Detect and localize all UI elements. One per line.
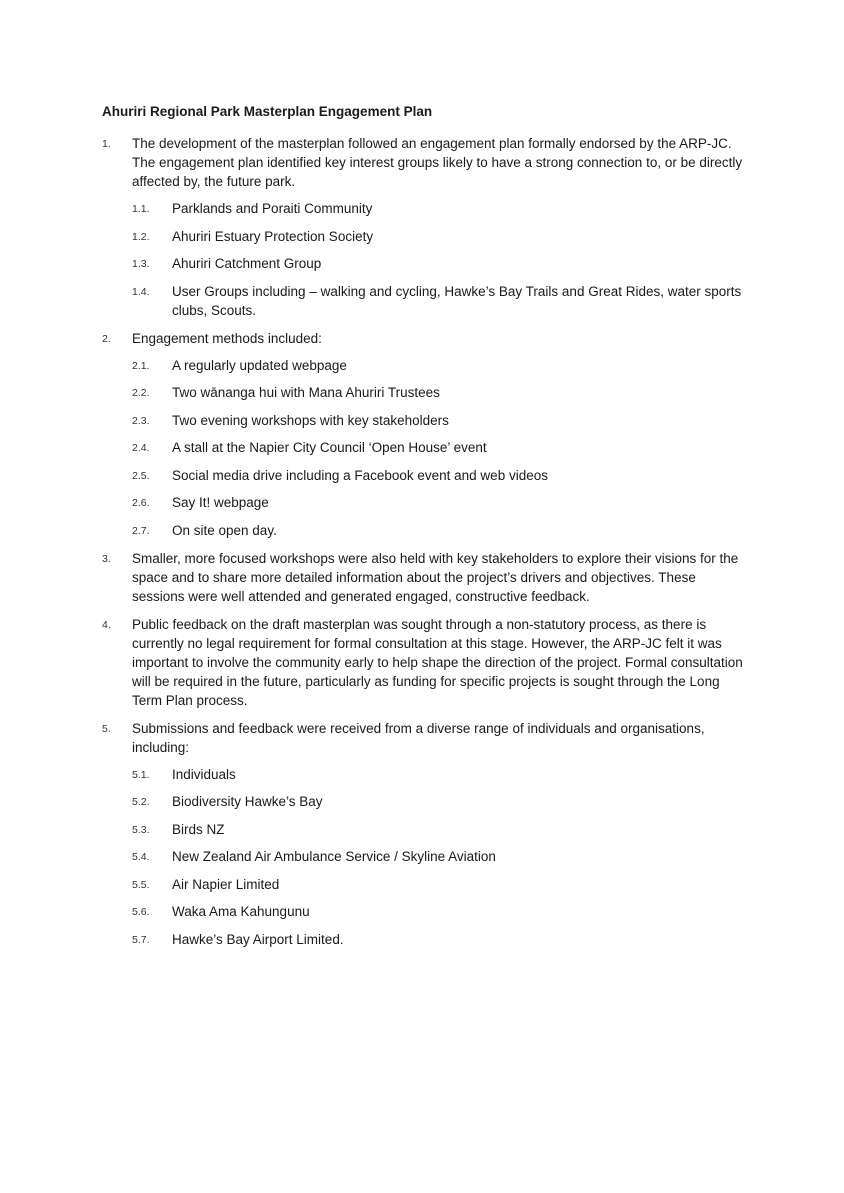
sub-list-item-text: A stall at the Napier City Council ‘Open House’ event [172, 440, 487, 455]
sub-list-item-text: Individuals [172, 766, 236, 782]
sub-list-item-number: 1.1. [132, 203, 150, 215]
sub-list-item-text: Biodiversity Hawke’s Bay [172, 794, 323, 809]
sub-list-item-text: A regularly updated webpage [172, 357, 347, 373]
sub-list-item-text: Two wānanga hui with Mana Ahuriri Trustees [172, 385, 440, 400]
sub-list-item-text: Ahuriri Catchment Group [172, 256, 322, 271]
list-item-text: Public feedback on the draft masterplan was sought through a non-statutory process, as there is currently no legal requirement for formal consultation at this stage. However, the ARP-JC felt it was important to involve the community early to help shape the direction of the project. Formal consultation will be required in the future, particularly as funding for specific projects is sought through the Long Term Plan process. [132, 616, 743, 708]
sub-list-item [132, 254, 752, 273]
sub-list [132, 356, 752, 540]
sub-list-item [132, 411, 752, 430]
sub-list-item [132, 792, 752, 811]
sub-list-item-number: 2.3. [132, 414, 150, 427]
list-item-number: 3. [102, 552, 111, 565]
sub-list-item [132, 765, 752, 784]
list-item [102, 615, 752, 710]
sub-list-item-number: 2.4. [132, 442, 150, 454]
sub-list-item-number: 2.6. [132, 497, 150, 509]
sub-list-item-text: User Groups including – walking and cycling, Hawke’s Bay Trails and Great Rides, water sports clubs, Scouts. [172, 283, 742, 318]
list-item-text: The development of the masterplan followed an engagement plan formally endorsed by the ARP-JC. The engagement plan identified key interest groups likely to have a strong connection to, or be directly affected by, the future park. [132, 136, 743, 189]
sub-list-item-text: Social media drive including a Facebook event and web videos [172, 467, 548, 483]
sub-list-item [132, 438, 752, 457]
sub-list-item-text: Waka Ama Kahungunu [172, 904, 310, 919]
sub-list-item-text: Say It! webpage [172, 495, 269, 510]
sub-list-item-text: Hawke’s Bay Airport Limited. [172, 931, 344, 947]
sub-list [132, 199, 752, 320]
list-item [102, 329, 752, 540]
list-item-number: 1. [102, 138, 111, 150]
sub-list-item [132, 383, 752, 402]
sub-list-item-number: 5.5. [132, 878, 150, 891]
numbered-list [102, 134, 752, 958]
sub-list-item-number: 5.3. [132, 823, 150, 836]
list-item [102, 719, 752, 949]
sub-list-item-number: 5.2. [132, 796, 150, 808]
sub-list-item [132, 820, 752, 839]
sub-list-item-text: Ahuriri Estuary Protection Society [172, 228, 374, 244]
list-item-number: 4. [102, 618, 111, 631]
sub-list-item-text: Two evening workshops with key stakeholders [172, 412, 449, 428]
sub-list-item-number: 2.2. [132, 387, 150, 399]
sub-list-item-text: Parklands and Poraiti Community [172, 201, 373, 216]
sub-list-item-number: 1.2. [132, 230, 150, 243]
sub-list-item [132, 847, 752, 866]
sub-list-item-number: 2.7. [132, 524, 150, 537]
list-item-text: Smaller, more focused workshops were also held with key stakeholders to explore their visions for the space and to share more detailed information about the project’s drivers and objectives. These sessions were well attended and generated engaged, constructive feedback. [132, 550, 739, 604]
sub-list-item-text: On site open day. [172, 522, 277, 538]
sub-list-item-number: 5.4. [132, 851, 150, 863]
sub-list-item-text: Air Napier Limited [172, 876, 280, 892]
list-item [102, 549, 752, 606]
sub-list-item-number: 5.7. [132, 933, 150, 946]
sub-list-item [132, 521, 752, 540]
sub-list-item-number: 5.6. [132, 906, 150, 918]
list-item [102, 134, 752, 320]
list-item-number: 2. [102, 332, 111, 345]
sub-list-item [132, 902, 752, 921]
list-item-text: Submissions and feedback were received from a diverse range of individuals and organisations, including: [132, 720, 705, 755]
sub-list-item [132, 930, 752, 949]
sub-list-item [132, 466, 752, 485]
sub-list-item-number: 1.3. [132, 258, 150, 270]
sub-list [132, 765, 752, 949]
sub-list-item-text: New Zealand Air Ambulance Service / Skyline Aviation [172, 849, 496, 864]
sub-list-item [132, 199, 752, 218]
sub-list-item-number: 2.5. [132, 469, 150, 482]
document-title: Ahuriri Regional Park Masterplan Engagement Plan [102, 104, 433, 119]
sub-list-item-text: Birds NZ [172, 821, 225, 837]
sub-list-item [132, 875, 752, 894]
sub-list-item [132, 227, 752, 246]
sub-list-item-number: 2.1. [132, 359, 150, 372]
sub-list-item [132, 493, 752, 512]
sub-list-item-number: 1.4. [132, 285, 150, 298]
list-item-text: Engagement methods included: [132, 330, 322, 346]
sub-list-item [132, 356, 752, 375]
sub-list-item [132, 282, 752, 320]
sub-list-item-number: 5.1. [132, 768, 150, 781]
list-item-number: 5. [102, 722, 111, 735]
